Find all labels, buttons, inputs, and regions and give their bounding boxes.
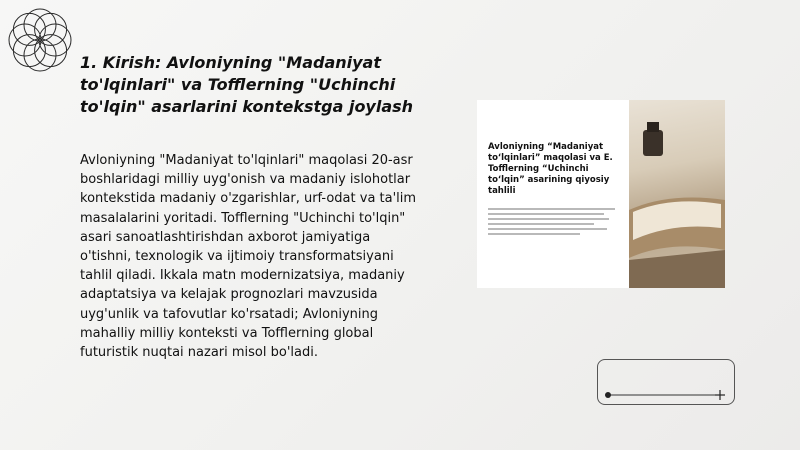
image-card-caption: Avloniyning “Madaniyat to‘lqinlari” maqolasi va E. Tofflerning “Uchinchi to‘lqin” asarining qiyosiy tahlili [488, 142, 613, 196]
circular-pattern-logo [4, 4, 76, 76]
slide-body-text: Avloniyning "Madaniyat to'lqinlari" maqolasi 20-asr boshlaridagi milliy uyg'onish va madaniy islohotlar kontekstida madaniy o'zgarishlar, urf-odat va ta'lim masalalarini yoritadi. Tofflerning "Uchinchi to'lqin" asari sanoatlashtirishdan axborot jamiyatiga o'tishni, texnologik va ijtimoiy transformatsiyani tahlil qiladi. Ikkala matn modernizatsiya, madaniy adaptatsiya va kelajak prognozlari mavzusida uyg'unlik va tafovutlar ko'rsatadi; Avloniyning mahalliy milliy konteksti va Tofflerning global futuristik nuqtai nazari misol bo'ladi. [80, 153, 417, 361]
slider-widget[interactable] [597, 359, 735, 405]
slider-handle[interactable] [605, 392, 611, 398]
book-inkwell-photo [629, 100, 725, 288]
slide-title: 1. Kirish: Avloniyning "Madaniyat to'lqinlari" va Tofflerning "Uchinchi to'lqin" asarlarini kontekstga joylash [80, 53, 414, 116]
image-card-text-lines [488, 208, 620, 238]
image-card [477, 100, 725, 288]
slider-end-plus-icon[interactable] [715, 390, 725, 400]
